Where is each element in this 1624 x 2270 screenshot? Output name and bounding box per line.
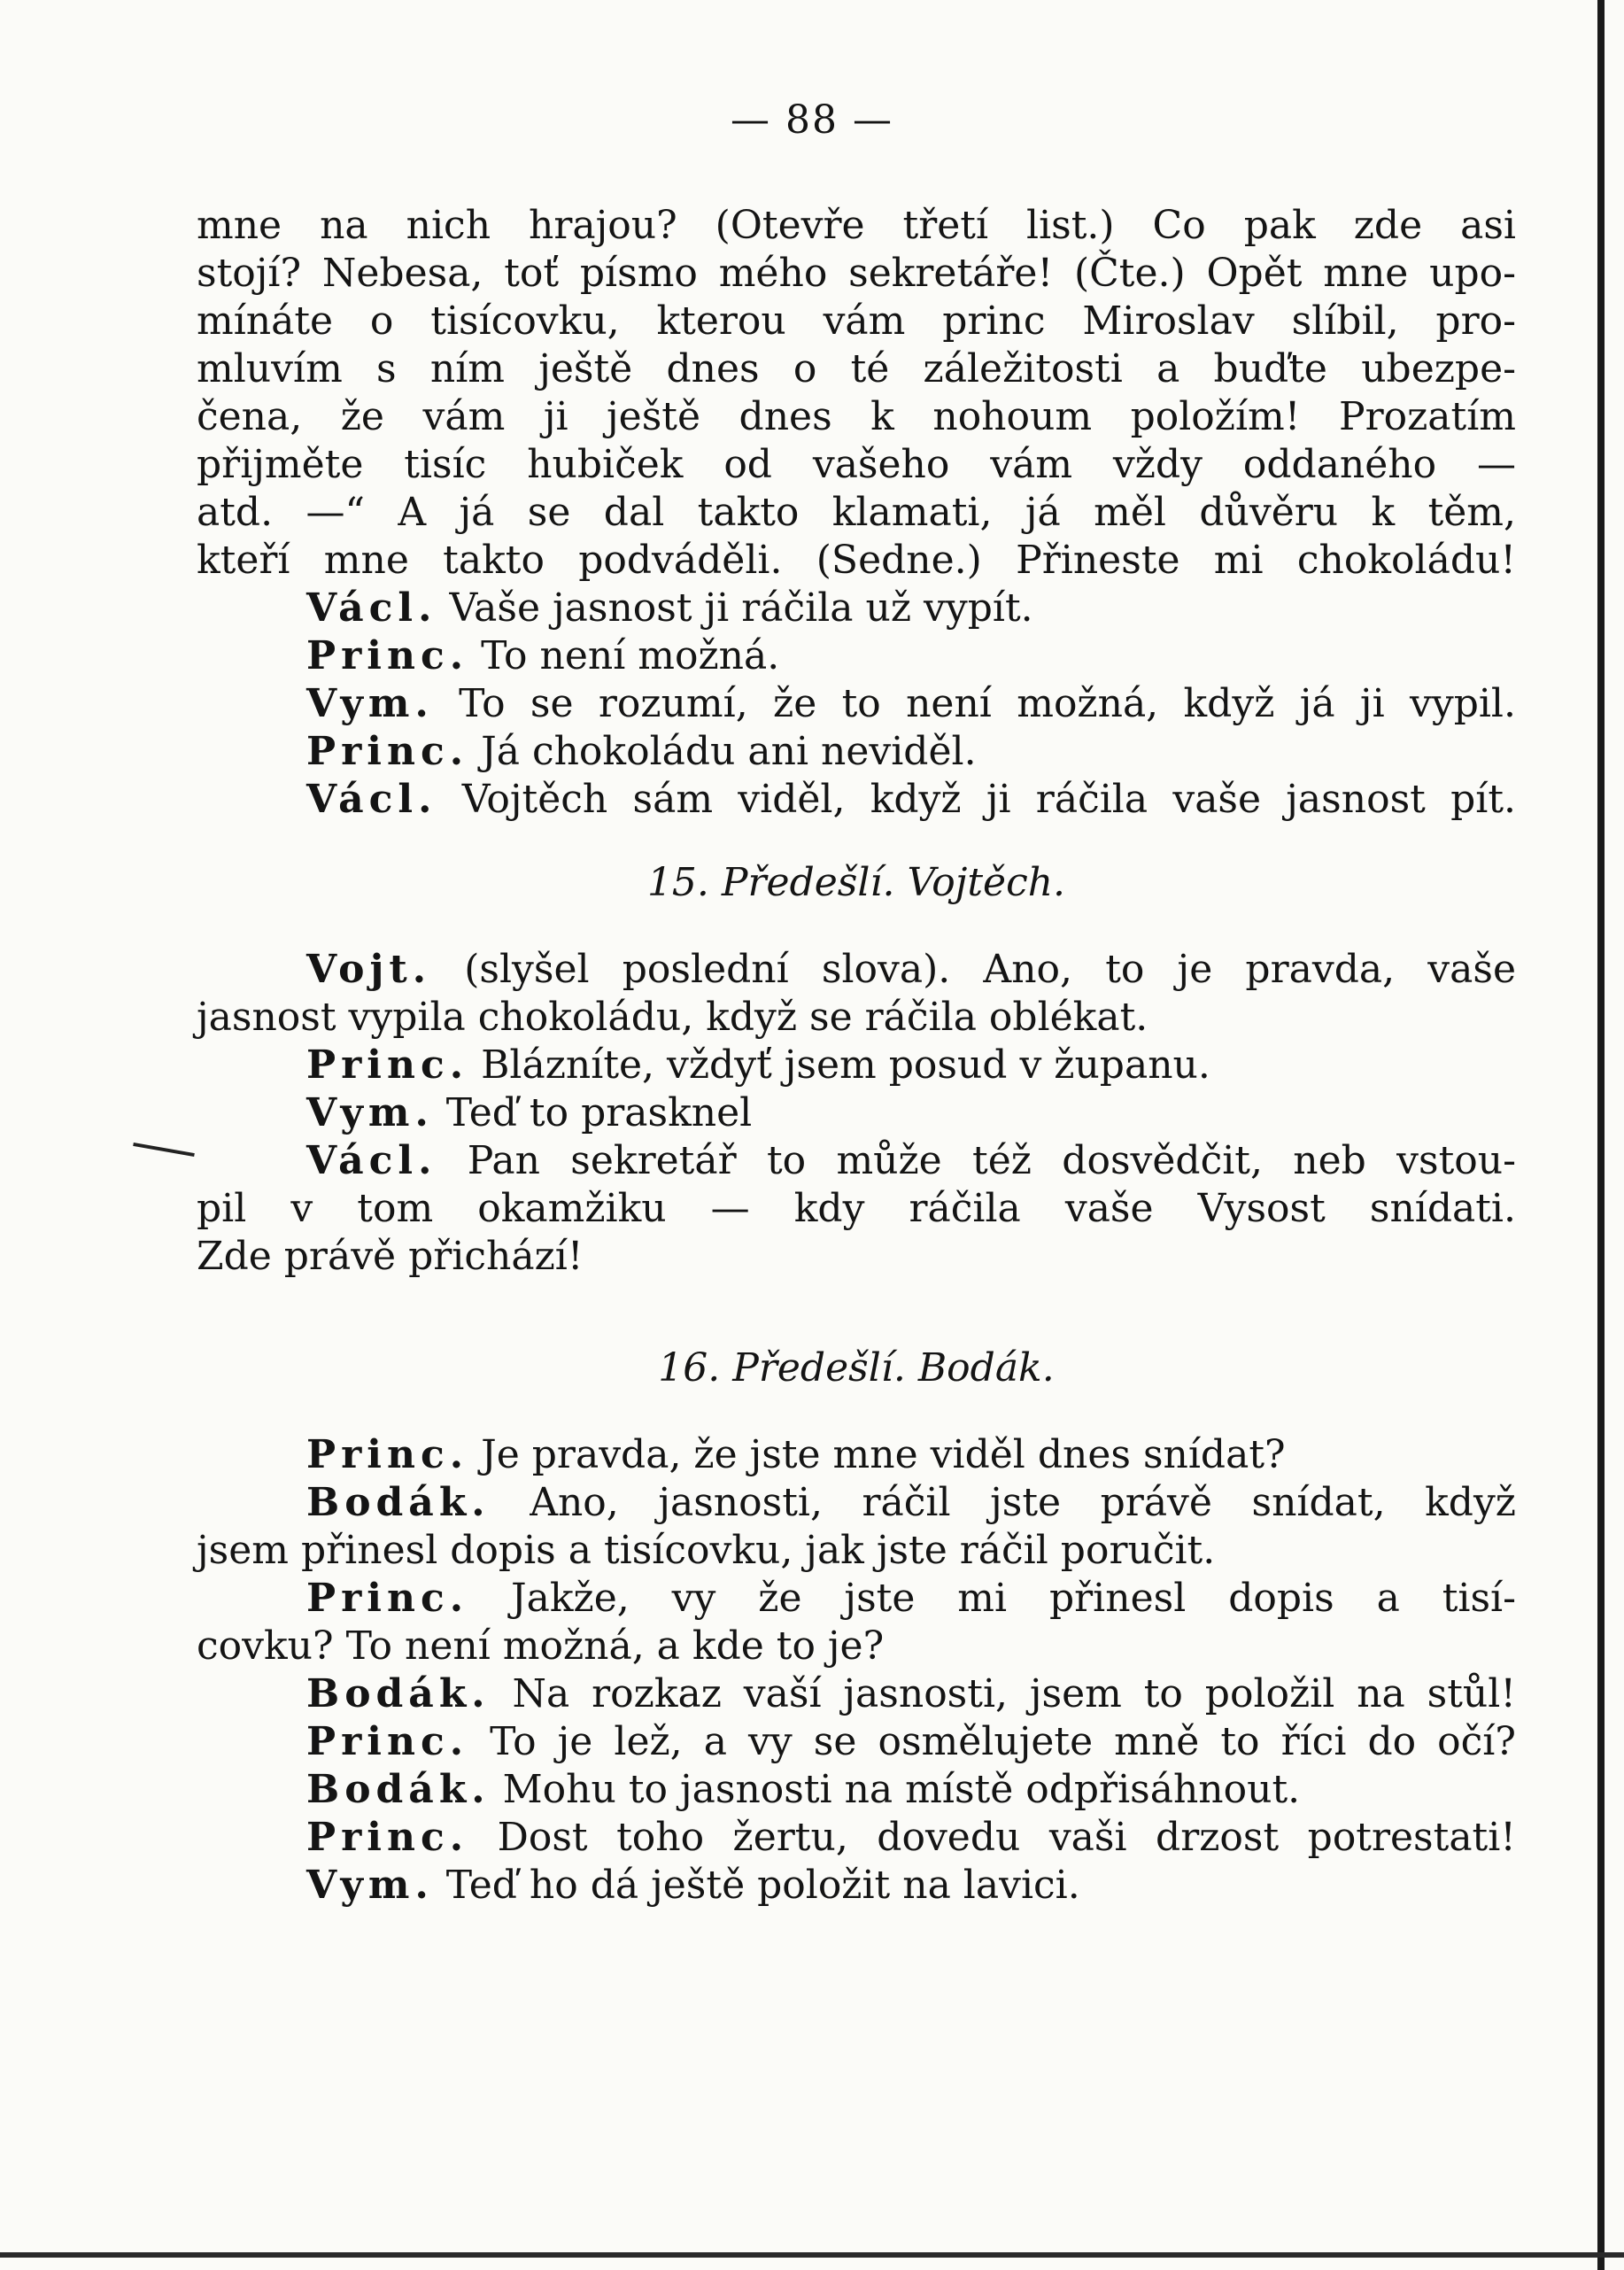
dialogue-text: To se rozumí, že to není možná, když já ji vypil. [459, 681, 1516, 726]
dialogue-text: To je lež, a vy se osmělujete mně to říci do očí? [490, 1719, 1516, 1764]
dialogue-line [197, 1575, 1516, 1623]
text-line: covku? To není možná, a kde to je? [197, 1623, 885, 1669]
text-line: jasnost vypila chokoládu, když se ráčila oblékat. [197, 995, 1148, 1040]
speaker-name: Princ. [306, 1719, 469, 1764]
speaker-name: Václ. [306, 1138, 437, 1183]
speaker-name: Vym. [306, 1090, 434, 1135]
dialogue-text: Pan sekretář to může též dosvědčit, neb vstou- [467, 1138, 1516, 1183]
text-line: jsem přinesl dopis a tisícovku, jak jste ráčil poručit. [197, 1528, 1216, 1573]
page-text [197, 202, 1516, 1910]
page-edge-bottom [0, 2252, 1624, 2258]
speaker-name: Princ. [306, 1042, 469, 1088]
speaker-name: Bodák. [306, 1480, 491, 1525]
scene-heading: 16. Předešlí. Bodák. [658, 1345, 1055, 1391]
speaker-name: Princ. [306, 1576, 469, 1621]
page-number: — 88 — [731, 97, 893, 143]
dialogue-line [197, 1670, 1516, 1718]
speaker-name: Princ. [306, 633, 469, 678]
dialogue-line [197, 1814, 1516, 1862]
dialogue-line [197, 1766, 1516, 1814]
text-line: kteří mne takto podváděli. (Sedne.) Přineste mi chokoládu! [197, 538, 1516, 583]
dialogue-line [197, 1431, 1516, 1479]
dialogue-line [197, 946, 1516, 994]
dialogue-text: Vojtěch sám viděl, když ji ráčila vaše jasnost pít. [461, 777, 1516, 822]
text-line: mne na nich hrajou? (Otevře třetí list.) Co pak zde asi [197, 203, 1516, 248]
dialogue-text: Teď ho dá ještě položit na lavici. [445, 1863, 1080, 1908]
dialogue-line [197, 1137, 1516, 1185]
dialogue-text: Ano, jasnosti, ráčil jste právě snídat, když [530, 1480, 1516, 1525]
dialogue-line [197, 776, 1516, 824]
dialogue-text: Teď to prasknel [445, 1090, 753, 1135]
dialogue-line [197, 1862, 1516, 1910]
dialogue-text: Je pravda, že jste mne viděl dnes snídat? [481, 1432, 1286, 1477]
speaker-name: Bodák. [306, 1671, 491, 1716]
dialogue-line [197, 1479, 1516, 1527]
dialogue-text: Dost toho žertu, dovedu vaši drzost potrestati! [497, 1815, 1516, 1860]
speaker-name: Princ. [306, 729, 469, 774]
dialogue-text: Na rozkaz vaší jasnosti, jsem to položil na stůl! [512, 1671, 1517, 1716]
dialogue-text: Já chokoládu ani neviděl. [481, 729, 977, 774]
speaker-name: Václ. [306, 585, 437, 631]
text-line: mluvím s ním ještě dnes o té záležitosti a buďte ubezpe- [197, 346, 1516, 391]
scene-heading: 15. Předešlí. Vojtěch. [646, 860, 1066, 905]
speaker-name: Vym. [306, 681, 434, 726]
text-line: atd. —“ A já se dal takto klamati, já měl důvěru k těm, [197, 490, 1516, 535]
speaker-name: Vojt. [306, 947, 432, 992]
page-edge-right [1597, 0, 1605, 2270]
text-line: Zde právě přichází! [197, 1234, 584, 1279]
text-line: pil v tom okamžiku — kdy ráčila vaše Vysost snídati. [197, 1186, 1516, 1231]
speaker-name: Princ. [306, 1815, 469, 1860]
dialogue-line [197, 1089, 1516, 1137]
dialogue-text: Jakže, vy že jste mi přinesl dopis a tisí- [511, 1576, 1516, 1621]
dialogue-line [197, 585, 1516, 632]
text-line: přijměte tisíc hubiček od vašeho vám vždy oddaného — [197, 442, 1516, 487]
dialogue-line [197, 632, 1516, 680]
dialogue-line [197, 728, 1516, 776]
speaker-name: Bodák. [306, 1767, 491, 1812]
dialogue-line [197, 1042, 1516, 1089]
dialogue-line [197, 680, 1516, 728]
continuation-paragraph [197, 202, 1516, 585]
text-line: čena, že vám ji ještě dnes k nohoum položím! Prozatím [197, 394, 1516, 439]
dialogue-text: To není možná. [481, 633, 780, 678]
speaker-name: Princ. [306, 1432, 469, 1477]
text-line: stojí? Nebesa, toť písmo mého sekretáře! (Čte.) Opět mne upo- [197, 251, 1516, 296]
speaker-name: Vym. [306, 1863, 434, 1908]
dialogue-line [197, 1718, 1516, 1766]
text-line: mínáte o tisícovku, kterou vám princ Miroslav slíbil, pro- [197, 298, 1516, 344]
dialogue-text: Mohu to jasnosti na místě odpřisáhnout. [502, 1767, 1301, 1812]
margin-pen-mark [133, 1143, 195, 1157]
dialogue-text: Vaše jasnost ji ráčila už vypít. [449, 585, 1033, 631]
dialogue-text: Blázníte, vždyť jsem posud v županu. [481, 1042, 1210, 1088]
dialogue-text: (slyšel poslední slova). Ano, to je pravda, vaše [464, 947, 1516, 992]
speaker-name: Václ. [306, 777, 437, 822]
